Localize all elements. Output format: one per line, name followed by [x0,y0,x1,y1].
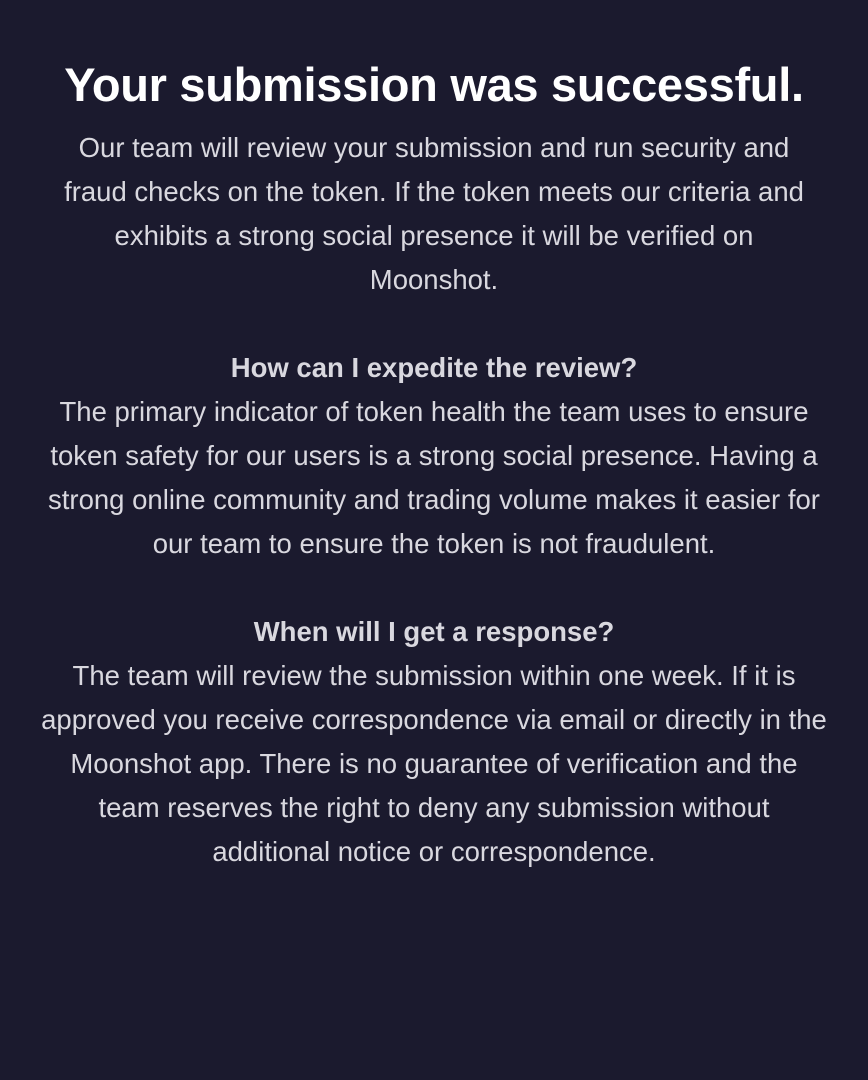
faq-heading-expedite: How can I expedite the review? [230,352,638,383]
faq-section-response [40,610,828,874]
intro-paragraph: Our team will review your submission and run security and fraud checks on the token. If the token meets our criteria and exhibits a strong social presence it will be verified on Moonshot. [64,132,804,295]
faq-section-expedite [40,346,828,566]
faq-heading-response: When will I get a response? [253,616,615,647]
faq-body-expedite: The primary indicator of token health the team uses to ensure token safety for our users is a strong social presence. Having a strong online community and trading volume makes it easier for our team to ensure the token is not fraudulent. [48,396,820,559]
faq-body-response: The team will review the submission within one week. If it is approved you receive correspondence via email or directly in the Moonshot app. There is no guarantee of verification and the team reserves the right to deny any submission without additional notice or correspondence. [41,660,827,867]
page-title: Your submission was successful. [64,58,804,111]
